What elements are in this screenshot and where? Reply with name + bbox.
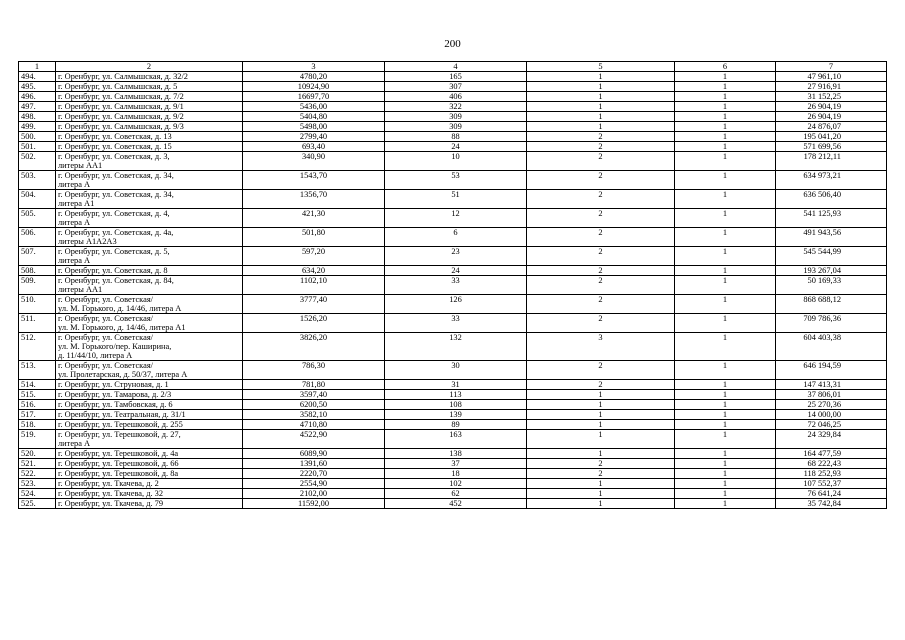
column-6-cell: 1 (675, 266, 776, 276)
row-number-cell: 504. (19, 190, 56, 209)
table-row (19, 400, 887, 410)
amount-cell: 571 699,56 (776, 142, 887, 152)
address-cell: г. Оренбург, ул. Советская, д. 34, литера А1 (56, 190, 243, 209)
count-cell: 23 (385, 247, 527, 266)
row-number-cell: 508. (19, 266, 56, 276)
column-5-cell: 1 (527, 92, 675, 102)
amount-cell: 164 477,59 (776, 449, 887, 459)
count-cell: 10 (385, 152, 527, 171)
column-6-cell: 1 (675, 479, 776, 489)
count-cell: 88 (385, 132, 527, 142)
count-cell: 51 (385, 190, 527, 209)
amount-cell: 868 688,12 (776, 295, 887, 314)
table-row (19, 132, 887, 142)
page-number: 200 (444, 38, 461, 50)
column-5-cell: 2 (527, 295, 675, 314)
address-cell: г. Оренбург, ул. Салмышская, д. 9/1 (56, 102, 243, 112)
address-cell: г. Оренбург, ул. Театральная, д. 31/1 (56, 410, 243, 420)
table-row (19, 469, 887, 479)
column-5-cell: 2 (527, 209, 675, 228)
address-cell: г. Оренбург, ул. Терешковой, д. 4а (56, 449, 243, 459)
table-row (19, 122, 887, 132)
table-row (19, 380, 887, 390)
address-cell: г. Оренбург, ул. Терешковой, д. 8а (56, 469, 243, 479)
row-number-cell: 521. (19, 459, 56, 469)
count-cell: 126 (385, 295, 527, 314)
address-cell: г. Оренбург, ул. Советская, д. 34, литера А (56, 171, 243, 190)
area-cell: 2102,00 (243, 489, 385, 499)
amount-cell: 24 876,07 (776, 122, 887, 132)
area-cell: 421,30 (243, 209, 385, 228)
address-cell: г. Оренбург, ул. Советская, д. 8 (56, 266, 243, 276)
address-cell: г. Оренбург, ул. Советская, д. 13 (56, 132, 243, 142)
count-cell: 37 (385, 459, 527, 469)
amount-cell: 35 742,84 (776, 499, 887, 509)
area-cell: 4780,20 (243, 72, 385, 82)
table-row (19, 247, 887, 266)
row-number-cell: 502. (19, 152, 56, 171)
count-cell: 132 (385, 333, 527, 361)
row-number-cell: 512. (19, 333, 56, 361)
column-6-cell: 1 (675, 228, 776, 247)
table-row (19, 430, 887, 449)
column-5-cell: 2 (527, 380, 675, 390)
address-cell: г. Оренбург, ул. Салмышская, д. 5 (56, 82, 243, 92)
amount-cell: 50 169,33 (776, 276, 887, 295)
table-row (19, 459, 887, 469)
table-row (19, 295, 887, 314)
column-6-cell: 1 (675, 380, 776, 390)
area-cell: 6200,50 (243, 400, 385, 410)
column-6-cell: 1 (675, 72, 776, 82)
area-cell: 634,20 (243, 266, 385, 276)
area-cell: 1102,10 (243, 276, 385, 295)
area-cell: 10924,90 (243, 82, 385, 92)
register-table (18, 61, 887, 509)
row-number-cell: 498. (19, 112, 56, 122)
count-cell: 33 (385, 276, 527, 295)
area-cell: 693,40 (243, 142, 385, 152)
column-6-cell: 1 (675, 132, 776, 142)
area-cell: 4522,90 (243, 430, 385, 449)
row-number-cell: 509. (19, 276, 56, 295)
row-number-cell: 501. (19, 142, 56, 152)
area-cell: 3826,20 (243, 333, 385, 361)
area-cell: 781,80 (243, 380, 385, 390)
column-5-cell: 2 (527, 266, 675, 276)
table-row (19, 390, 887, 400)
column-5-cell: 1 (527, 390, 675, 400)
column-5-cell: 2 (527, 276, 675, 295)
column-6-cell: 1 (675, 499, 776, 509)
column-6-cell: 1 (675, 469, 776, 479)
row-number-cell: 520. (19, 449, 56, 459)
amount-cell: 25 270,36 (776, 400, 887, 410)
column-6-cell: 1 (675, 314, 776, 333)
column-5-cell: 2 (527, 152, 675, 171)
table-row (19, 152, 887, 171)
row-number-cell: 499. (19, 122, 56, 132)
column-6-cell: 1 (675, 333, 776, 361)
count-cell: 138 (385, 449, 527, 459)
row-number-cell: 495. (19, 82, 56, 92)
column-6-cell: 1 (675, 459, 776, 469)
column-6-cell: 1 (675, 420, 776, 430)
column-5-cell: 3 (527, 333, 675, 361)
column-6-cell: 1 (675, 92, 776, 102)
address-cell: г. Оренбург, ул. Советская, д. 84, литеры АА1 (56, 276, 243, 295)
row-number-cell: 496. (19, 92, 56, 102)
table-row (19, 276, 887, 295)
row-number-cell: 516. (19, 400, 56, 410)
column-6-cell: 1 (675, 171, 776, 190)
amount-cell: 27 916,91 (776, 82, 887, 92)
address-cell: г. Оренбург, ул. Советская, д. 15 (56, 142, 243, 152)
column-5-cell: 1 (527, 102, 675, 112)
row-number-cell: 500. (19, 132, 56, 142)
address-cell: г. Оренбург, ул. Тамбовская, д. 6 (56, 400, 243, 410)
table-row (19, 410, 887, 420)
column-5-cell: 1 (527, 410, 675, 420)
column-6-cell: 1 (675, 247, 776, 266)
amount-cell: 147 413,31 (776, 380, 887, 390)
address-cell: г. Оренбург, ул. Терешковой, д. 255 (56, 420, 243, 430)
address-cell: г. Оренбург, ул. Советская/ ул. М. Горького, д. 14/46, литера А (56, 295, 243, 314)
count-cell: 108 (385, 400, 527, 410)
amount-cell: 636 506,40 (776, 190, 887, 209)
table-row (19, 142, 887, 152)
row-number-cell: 497. (19, 102, 56, 112)
amount-cell: 193 267,04 (776, 266, 887, 276)
count-cell: 307 (385, 82, 527, 92)
amount-cell: 24 329,84 (776, 430, 887, 449)
area-cell: 11592,00 (243, 499, 385, 509)
column-header: 1 (19, 62, 56, 72)
column-6-cell: 1 (675, 82, 776, 92)
column-5-cell: 2 (527, 469, 675, 479)
row-number-cell: 514. (19, 380, 56, 390)
table-row (19, 449, 887, 459)
count-cell: 33 (385, 314, 527, 333)
address-cell: г. Оренбург, ул. Салмышская, д. 32/2 (56, 72, 243, 82)
column-5-cell: 2 (527, 314, 675, 333)
column-6-cell: 1 (675, 276, 776, 295)
column-6-cell: 1 (675, 295, 776, 314)
count-cell: 452 (385, 499, 527, 509)
row-number-cell: 494. (19, 72, 56, 82)
address-cell: г. Оренбург, ул. Терешковой, д. 66 (56, 459, 243, 469)
column-6-cell: 1 (675, 400, 776, 410)
table-row (19, 72, 887, 82)
address-cell: г. Оренбург, ул. Струновая, д. 1 (56, 380, 243, 390)
address-cell: г. Оренбург, ул. Советская/ ул. Пролетарская, д. 50/37, литера А (56, 361, 243, 380)
column-5-cell: 2 (527, 190, 675, 209)
address-cell: г. Оренбург, ул. Советская/ ул. М. Горького/пер. Каширина, д. 11/44/10, литера А (56, 333, 243, 361)
table-row (19, 499, 887, 509)
address-cell: г. Оренбург, ул. Советская, д. 5, литера А (56, 247, 243, 266)
count-cell: 309 (385, 112, 527, 122)
table-row (19, 489, 887, 499)
column-6-cell: 1 (675, 489, 776, 499)
count-cell: 165 (385, 72, 527, 82)
area-cell: 3777,40 (243, 295, 385, 314)
column-header: 5 (527, 62, 675, 72)
area-cell: 4710,80 (243, 420, 385, 430)
amount-cell: 541 125,93 (776, 209, 887, 228)
column-6-cell: 1 (675, 142, 776, 152)
amount-cell: 545 544,99 (776, 247, 887, 266)
area-cell: 2799,40 (243, 132, 385, 142)
column-5-cell: 2 (527, 247, 675, 266)
column-6-cell: 1 (675, 122, 776, 132)
amount-cell: 634 973,21 (776, 171, 887, 190)
area-cell: 1543,70 (243, 171, 385, 190)
row-number-cell: 503. (19, 171, 56, 190)
amount-cell: 14 000,00 (776, 410, 887, 420)
table-row (19, 314, 887, 333)
column-6-cell: 1 (675, 361, 776, 380)
table-row (19, 361, 887, 380)
column-5-cell: 1 (527, 479, 675, 489)
count-cell: 24 (385, 266, 527, 276)
count-cell: 406 (385, 92, 527, 102)
area-cell: 501,80 (243, 228, 385, 247)
address-cell: г. Оренбург, ул. Ткачева, д. 79 (56, 499, 243, 509)
row-number-cell: 519. (19, 430, 56, 449)
table-body (19, 72, 887, 509)
count-cell: 113 (385, 390, 527, 400)
amount-cell: 26 904,19 (776, 102, 887, 112)
amount-cell: 72 046,25 (776, 420, 887, 430)
area-cell: 2554,90 (243, 479, 385, 489)
column-6-cell: 1 (675, 449, 776, 459)
amount-cell: 68 222,43 (776, 459, 887, 469)
row-number-cell: 513. (19, 361, 56, 380)
column-5-cell: 2 (527, 171, 675, 190)
count-cell: 102 (385, 479, 527, 489)
area-cell: 3597,40 (243, 390, 385, 400)
amount-cell: 118 252,93 (776, 469, 887, 479)
column-5-cell: 2 (527, 132, 675, 142)
column-number-row (19, 62, 887, 72)
column-5-cell: 1 (527, 72, 675, 82)
address-cell: г. Оренбург, ул. Советская, д. 4а, литеры А1А2А3 (56, 228, 243, 247)
address-cell: г. Оренбург, ул. Салмышская, д. 9/3 (56, 122, 243, 132)
table-row (19, 190, 887, 209)
amount-cell: 107 552,37 (776, 479, 887, 489)
table-row (19, 209, 887, 228)
amount-cell: 491 943,56 (776, 228, 887, 247)
area-cell: 1526,20 (243, 314, 385, 333)
row-number-cell: 523. (19, 479, 56, 489)
amount-cell: 26 904,19 (776, 112, 887, 122)
area-cell: 5404,80 (243, 112, 385, 122)
count-cell: 6 (385, 228, 527, 247)
row-number-cell: 524. (19, 489, 56, 499)
address-cell: г. Оренбург, ул. Салмышская, д. 7/2 (56, 92, 243, 102)
column-5-cell: 1 (527, 400, 675, 410)
amount-cell: 195 041,20 (776, 132, 887, 142)
count-cell: 62 (385, 489, 527, 499)
column-5-cell: 1 (527, 122, 675, 132)
area-cell: 5436,00 (243, 102, 385, 112)
table-row (19, 102, 887, 112)
area-cell: 6089,90 (243, 449, 385, 459)
area-cell: 340,90 (243, 152, 385, 171)
count-cell: 24 (385, 142, 527, 152)
table-row (19, 82, 887, 92)
table-row (19, 420, 887, 430)
count-cell: 89 (385, 420, 527, 430)
column-5-cell: 1 (527, 449, 675, 459)
row-number-cell: 505. (19, 209, 56, 228)
column-5-cell: 2 (527, 228, 675, 247)
table-row (19, 171, 887, 190)
amount-cell: 604 403,38 (776, 333, 887, 361)
column-5-cell: 1 (527, 430, 675, 449)
column-header: 2 (56, 62, 243, 72)
column-5-cell: 1 (527, 82, 675, 92)
column-header: 6 (675, 62, 776, 72)
row-number-cell: 507. (19, 247, 56, 266)
table-row (19, 112, 887, 122)
column-header: 7 (776, 62, 887, 72)
row-number-cell: 515. (19, 390, 56, 400)
amount-cell: 76 641,24 (776, 489, 887, 499)
count-cell: 18 (385, 469, 527, 479)
address-cell: г. Оренбург, ул. Тамарова, д. 2/3 (56, 390, 243, 400)
area-cell: 597,20 (243, 247, 385, 266)
amount-cell: 646 194,59 (776, 361, 887, 380)
table-row (19, 266, 887, 276)
address-cell: г. Оренбург, ул. Ткачева, д. 32 (56, 489, 243, 499)
address-cell: г. Оренбург, ул. Советская/ ул. М. Горького, д. 14/46, литера А1 (56, 314, 243, 333)
count-cell: 309 (385, 122, 527, 132)
amount-cell: 178 212,11 (776, 152, 887, 171)
column-6-cell: 1 (675, 102, 776, 112)
column-5-cell: 2 (527, 361, 675, 380)
amount-cell: 37 806,01 (776, 390, 887, 400)
area-cell: 1356,70 (243, 190, 385, 209)
area-cell: 5498,00 (243, 122, 385, 132)
address-cell: г. Оренбург, ул. Салмышская, д. 9/2 (56, 112, 243, 122)
address-cell: г. Оренбург, ул. Терешковой, д. 27, литера А (56, 430, 243, 449)
amount-cell: 709 786,36 (776, 314, 887, 333)
table-row (19, 228, 887, 247)
row-number-cell: 525. (19, 499, 56, 509)
row-number-cell: 518. (19, 420, 56, 430)
area-cell: 786,30 (243, 361, 385, 380)
column-6-cell: 1 (675, 112, 776, 122)
amount-cell: 47 961,10 (776, 72, 887, 82)
column-5-cell: 2 (527, 142, 675, 152)
count-cell: 30 (385, 361, 527, 380)
column-6-cell: 1 (675, 410, 776, 420)
column-6-cell: 1 (675, 390, 776, 400)
column-6-cell: 1 (675, 209, 776, 228)
column-6-cell: 1 (675, 190, 776, 209)
address-cell: г. Оренбург, ул. Советская, д. 3, литеры АА1 (56, 152, 243, 171)
address-cell: г. Оренбург, ул. Ткачева, д. 2 (56, 479, 243, 489)
count-cell: 12 (385, 209, 527, 228)
area-cell: 1391,60 (243, 459, 385, 469)
row-number-cell: 510. (19, 295, 56, 314)
count-cell: 31 (385, 380, 527, 390)
table-row (19, 92, 887, 102)
column-5-cell: 1 (527, 489, 675, 499)
column-6-cell: 1 (675, 430, 776, 449)
area-cell: 2220,70 (243, 469, 385, 479)
address-cell: г. Оренбург, ул. Советская, д. 4, литера А (56, 209, 243, 228)
area-cell: 16697,70 (243, 92, 385, 102)
count-cell: 322 (385, 102, 527, 112)
column-5-cell: 2 (527, 459, 675, 469)
column-5-cell: 1 (527, 420, 675, 430)
amount-cell: 31 152,25 (776, 92, 887, 102)
count-cell: 163 (385, 430, 527, 449)
row-number-cell: 506. (19, 228, 56, 247)
column-header: 4 (385, 62, 527, 72)
area-cell: 3582,10 (243, 410, 385, 420)
row-number-cell: 522. (19, 469, 56, 479)
table-row (19, 333, 887, 361)
row-number-cell: 511. (19, 314, 56, 333)
column-6-cell: 1 (675, 152, 776, 171)
count-cell: 139 (385, 410, 527, 420)
table-row (19, 479, 887, 489)
row-number-cell: 517. (19, 410, 56, 420)
count-cell: 53 (385, 171, 527, 190)
column-header: 3 (243, 62, 385, 72)
column-5-cell: 1 (527, 499, 675, 509)
column-5-cell: 1 (527, 112, 675, 122)
